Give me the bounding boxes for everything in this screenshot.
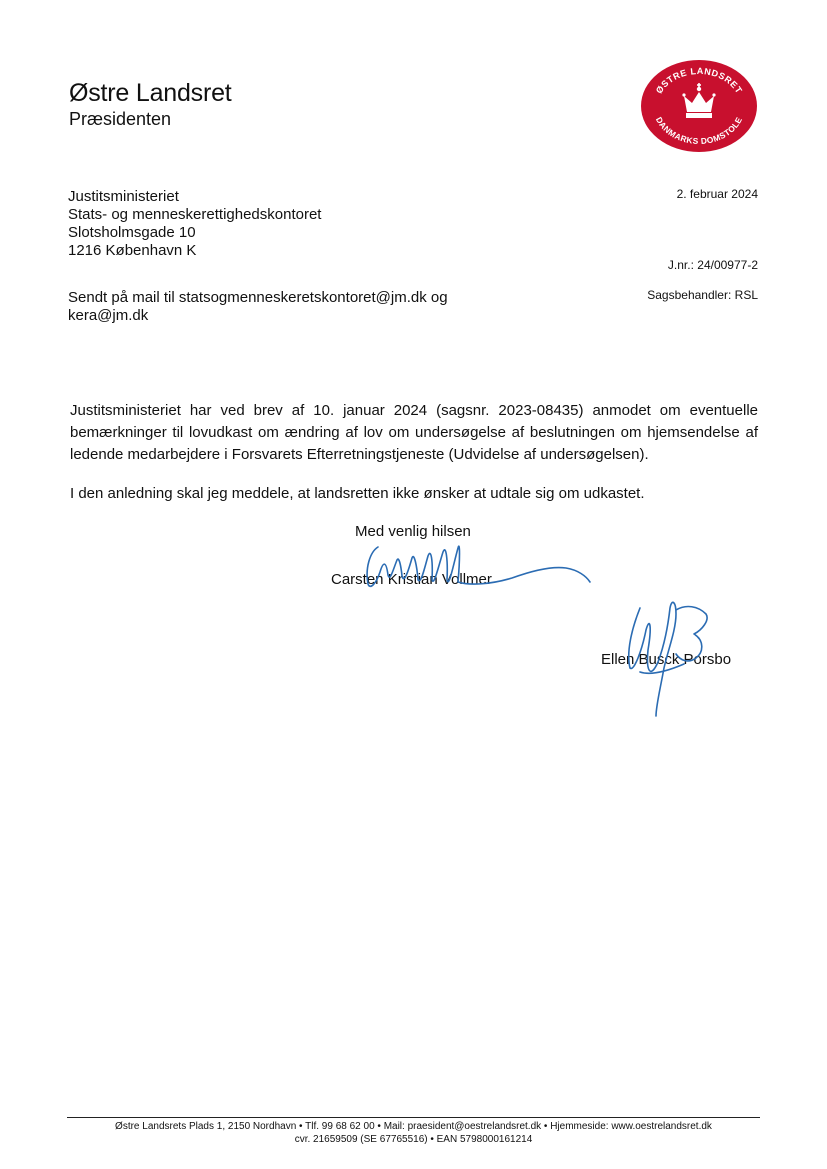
footer-contact-line: Østre Landsrets Plads 1, 2150 Nordhavn • Tlf. 99 68 62 00 • Mail: praesident@oestrelandsret.dk • Hjemmeside: www.oestrelandsret.dk [115, 1121, 712, 1132]
letter-date: 2. februar 2024 [676, 187, 758, 201]
recipient-line: Stats- og menneskerettighedskontoret [68, 206, 322, 223]
body-paragraph: I den anledning skal jeg meddele, at landsretten ikke ønsker at udtale sig om udkastet. [70, 485, 645, 502]
sent-by-note: Sendt på mail til statsogmenneskeretskontoret@jm.dk og kera@jm.dk [68, 289, 448, 324]
recipient-address [68, 188, 321, 260]
department-name: Præsidenten [69, 109, 172, 129]
signatory-name: Carsten Kristian Vollmer [331, 571, 492, 588]
footer-divider [67, 1117, 760, 1118]
case-handler: Sagsbehandler: RSL [647, 288, 758, 302]
signatory-name: Ellen Busck Porsbo [601, 651, 732, 668]
court-logo [641, 60, 757, 152]
logo-bottom-text: DANMARKS DOMSTOLE [653, 115, 745, 147]
logo-top-text: ØSTRE LANDSRET [653, 65, 745, 96]
recipient-line: 1216 København K [68, 242, 197, 259]
recipient-line: Justitsministeriet [68, 188, 179, 205]
journal-number: J.nr.: 24/00977-2 [667, 258, 758, 272]
body-paragraph: Justitsministeriet har ved brev af 10. januar 2024 (sagsnr. 2023-08435) anmodet om eventuelle bemærkninger til lovudkast om ændring af lov om undersøgelse af beslutningen om hjemsendelse af ledende medarbejdere i Forsvarets Efterretningstjeneste (Udvidelse af undersøgelsen). [70, 402, 758, 463]
recipient-line: Slotsholmsgade 10 [68, 224, 196, 241]
closing-greeting: Med venlig hilsen [355, 523, 471, 540]
footer-registration-line: cvr. 21659509 (SE 67765516) • EAN 5798000161214 [294, 1134, 533, 1145]
court-name: Østre Landsret [69, 79, 232, 107]
